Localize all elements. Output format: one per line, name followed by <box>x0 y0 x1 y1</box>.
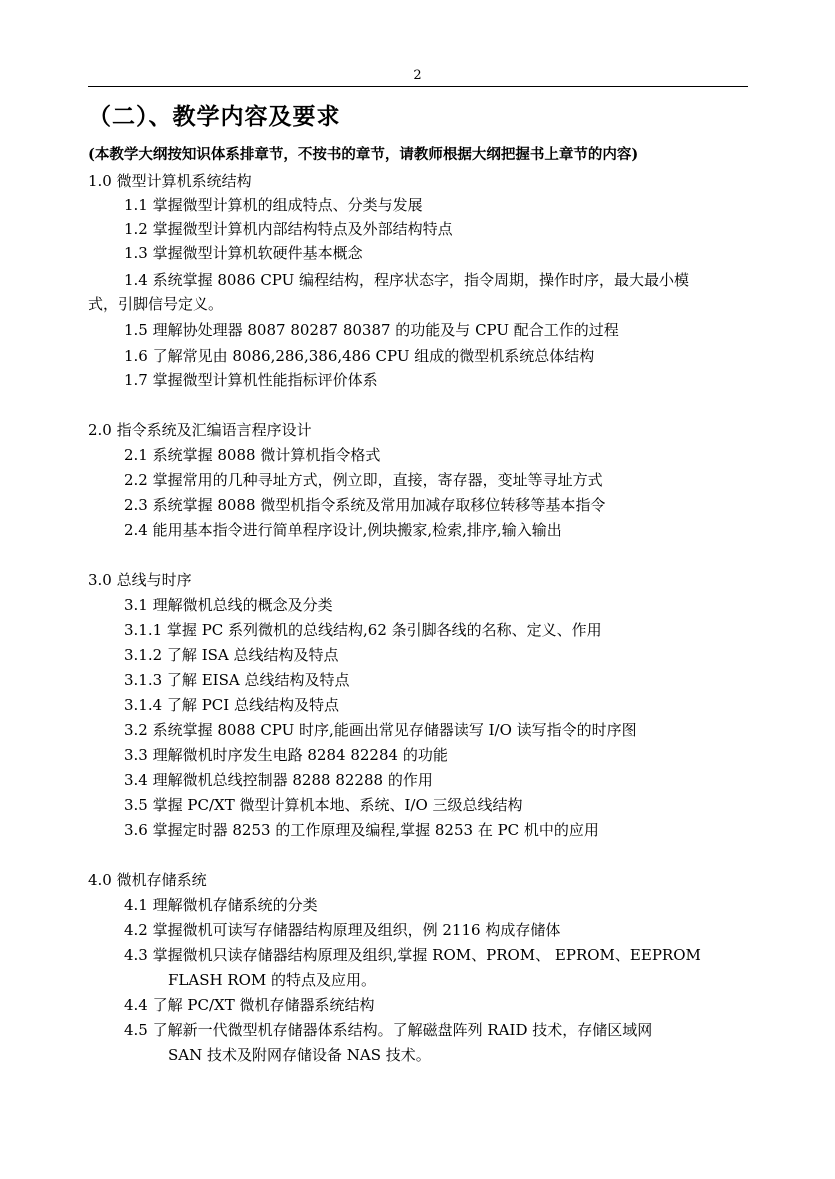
page-number: 2 <box>413 68 422 83</box>
list-item: 4.4 了解 PC/XT 微机存储器系统结构 <box>124 996 375 1014</box>
chapter-heading-4: 4.0 微机存储系统 <box>88 871 207 889</box>
list-item: 3.1.2 了解 ISA 总线结构及特点 <box>124 646 339 664</box>
list-item: 3.1.1 掌握 PC 系列微机的总线结构,62 条引脚各线的名称、定义、作用 <box>124 621 602 639</box>
list-item: 3.1 理解微机总线的概念及分类 <box>124 596 333 614</box>
list-item: 4.2 掌握微机可读写存储器结构原理及组织，例 2116 构成存储体 <box>124 921 561 939</box>
list-item: 2.4 能用基本指令进行简单程序设计,例块搬家,检索,排序,输入输出 <box>124 521 562 539</box>
list-item: 1.5 理解协处理器 8087 80287 80387 的功能及与 CPU 配合工作的过程 <box>124 321 619 339</box>
list-item: 3.1.4 了解 PCI 总线结构及特点 <box>124 696 339 714</box>
list-item: 1.3 掌握微型计算机软硬件基本概念 <box>124 244 363 262</box>
list-item: 3.2 系统掌握 8088 CPU 时序,能画出常见存储器读写 I/O 读写指令的时序图 <box>124 721 637 739</box>
list-item: 3.6 掌握定时器 8253 的工作原理及编程,掌握 8253 在 PC 机中的应用 <box>124 821 599 839</box>
list-item: 4.5 了解新一代微型机存储器体系结构。了解磁盘阵列 RAID 技术，存储区域网 <box>124 1021 653 1039</box>
list-item: 2.3 系统掌握 8088 微型机指令系统及常用加减存取移位转移等基本指令 <box>124 496 606 514</box>
list-item: 1.6 了解常见由 8086,286,386,486 CPU 组成的微型机系统总体结构 <box>124 347 595 365</box>
chapter-heading-1: 1.0 微型计算机系统结构 <box>88 172 252 190</box>
header-rule <box>88 86 748 87</box>
list-item: 2.2 掌握常用的几种寻址方式，例立即，直接，寄存器，变址等寻址方式 <box>124 471 603 489</box>
list-item: 3.1.3 了解 EISA 总线结构及特点 <box>124 671 350 689</box>
list-item-continuation: 式，引脚信号定义。 <box>88 295 224 313</box>
list-item: 3.4 理解微机总线控制器 8288 82288 的作用 <box>124 771 433 789</box>
list-item: 3.5 掌握 PC/XT 微型计算机本地、系统、I/O 三级总线结构 <box>124 796 523 814</box>
section-title: （二）、教学内容及要求 <box>88 103 341 130</box>
list-item: 2.1 系统掌握 8088 微计算机指令格式 <box>124 446 381 464</box>
syllabus-note: (本教学大纲按知识体系排章节，不按书的章节，请教师根据大纲把握书上章节的内容) <box>88 146 639 163</box>
chapter-heading-3: 3.0 总线与时序 <box>88 571 192 589</box>
list-item: 1.7 掌握微型计算机性能指标评价体系 <box>124 371 378 389</box>
chapter-heading-2: 2.0 指令系统及汇编语言程序设计 <box>88 421 312 439</box>
list-item-continuation: SAN 技术及附网存储设备 NAS 技术。 <box>168 1046 431 1064</box>
list-item-continuation: FLASH ROM 的特点及应用。 <box>168 971 377 989</box>
list-item: 1.2 掌握微型计算机内部结构特点及外部结构特点 <box>124 220 453 238</box>
list-item: 4.3 掌握微机只读存储器结构原理及组织,掌握 ROM、PROM、 EPROM、EEPROM <box>124 946 701 964</box>
list-item: 1.1 掌握微型计算机的组成特点、分类与发展 <box>124 196 423 214</box>
list-item: 1.4 系统掌握 8086 CPU 编程结构，程序状态字，指令周期，操作时序，最大最小模 <box>124 271 690 289</box>
list-item: 3.3 理解微机时序发生电路 8284 82284 的功能 <box>124 746 448 764</box>
list-item: 4.1 理解微机存储系统的分类 <box>124 896 318 914</box>
